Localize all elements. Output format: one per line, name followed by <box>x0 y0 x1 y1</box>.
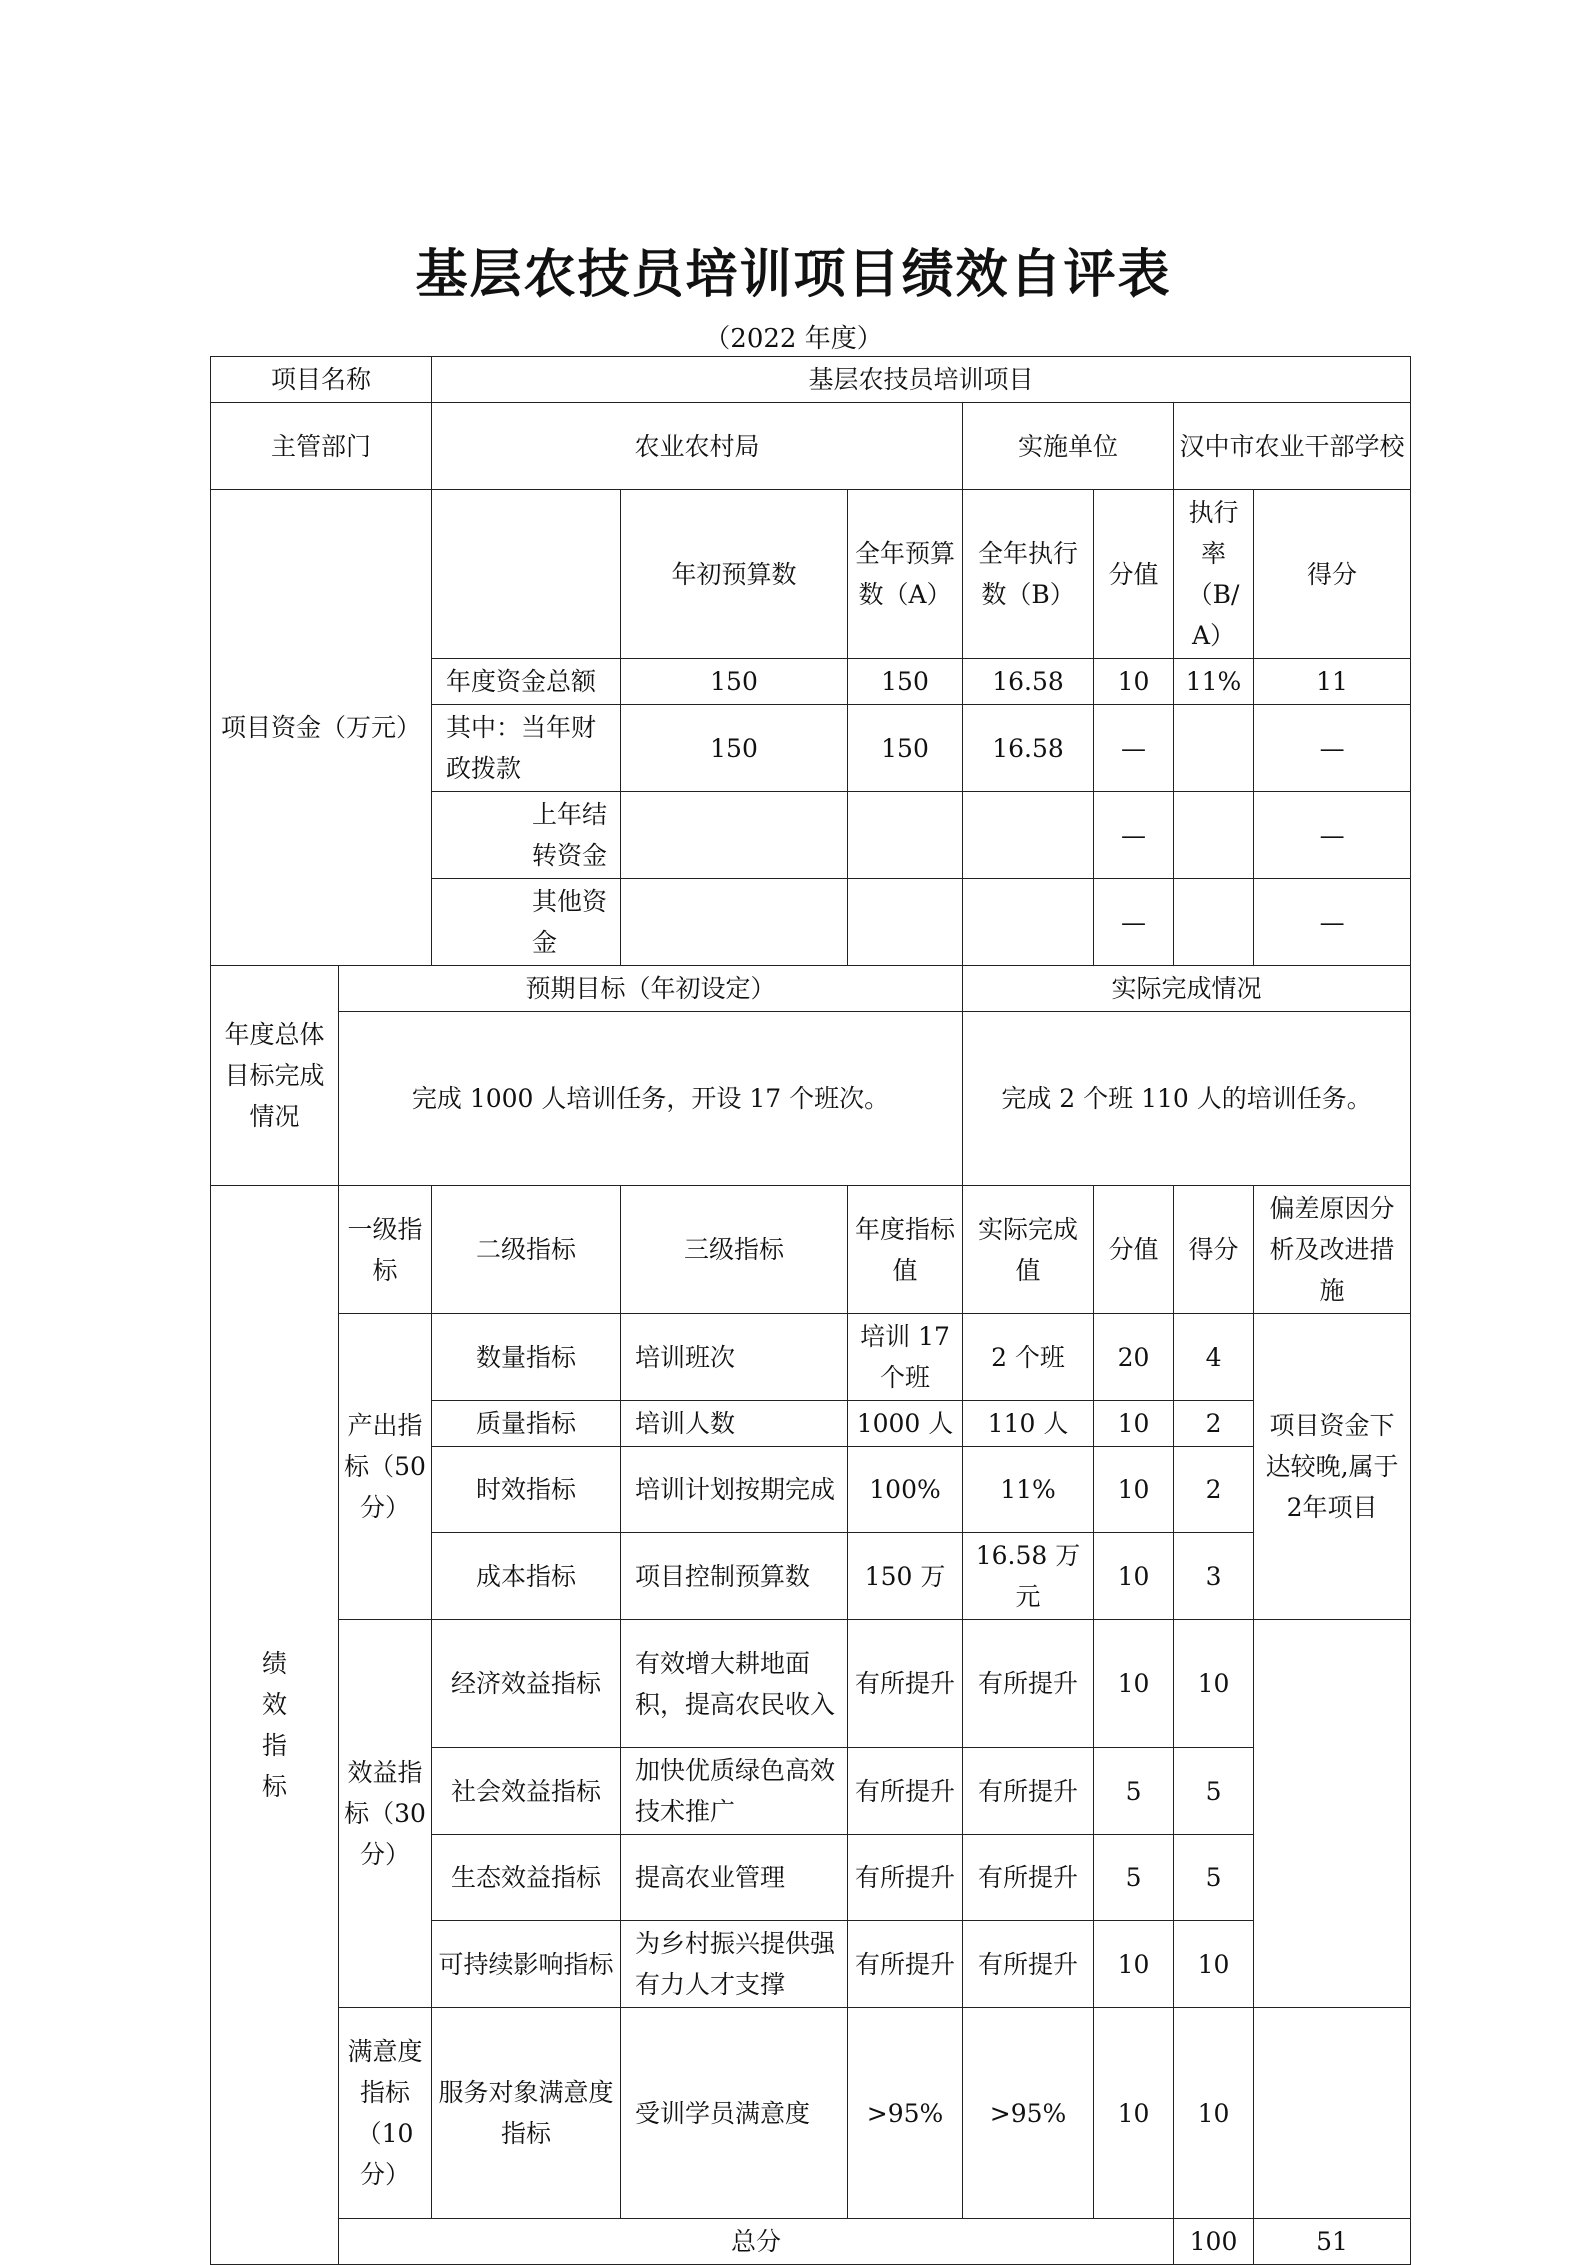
funds-cell <box>963 792 1094 879</box>
project-name-value: 基层农技员培训项目 <box>432 357 1411 403</box>
funds-cell: 16.58 <box>963 705 1094 792</box>
perf-l3: 培训计划按期完成 <box>621 1447 848 1533</box>
project-name-label: 项目名称 <box>211 357 432 403</box>
year-label: （2022 年度） <box>704 324 883 354</box>
funds-cell <box>1174 705 1254 792</box>
funds-cell: 150 <box>621 705 848 792</box>
perf-actual: 2 个班 <box>963 1314 1094 1401</box>
total-got: 51 <box>1254 2219 1411 2265</box>
output-label: 产出指标（50分） <box>339 1314 432 1620</box>
perf-l3: 受训学员满意度 <box>621 2008 848 2219</box>
funds-cell <box>621 879 848 966</box>
perf-l2: 社会效益指标 <box>432 1748 621 1835</box>
perf-l3: 项目控制预算数 <box>621 1533 848 1620</box>
perf-score: 5 <box>1094 1835 1174 1921</box>
funds-cell: — <box>1094 879 1174 966</box>
perf-target: 1000 人 <box>848 1401 963 1447</box>
dept-value: 农业农村局 <box>432 403 963 490</box>
perf-got: 4 <box>1174 1314 1254 1401</box>
funds-cell <box>963 879 1094 966</box>
perf-l3: 加快优质绿色高效技术推广 <box>621 1748 848 1835</box>
perf-score: 10 <box>1094 1921 1174 2008</box>
perf-actual: 110 人 <box>963 1401 1094 1447</box>
perf-header: 得分 <box>1174 1186 1254 1314</box>
perf-actual: 有所提升 <box>963 1835 1094 1921</box>
funds-cell <box>621 792 848 879</box>
perf-header: 三级指标 <box>621 1186 848 1314</box>
funds-cell: 150 <box>848 705 963 792</box>
perf-got: 2 <box>1174 1447 1254 1533</box>
funds-cell <box>848 879 963 966</box>
funds-header: 分值 <box>1094 490 1174 659</box>
perf-score: 20 <box>1094 1314 1174 1401</box>
goals-expected-label: 预期目标（年初设定） <box>339 966 963 1012</box>
funds-label: 项目资金（万元） <box>211 490 432 966</box>
perf-actual: 11% <box>963 1447 1094 1533</box>
deviation-blank <box>1254 2008 1411 2219</box>
perf-score: 10 <box>1094 1533 1174 1620</box>
funds-cell: 16.58 <box>963 659 1094 705</box>
evaluation-table <box>210 356 1411 2265</box>
perf-actual: 有所提升 <box>963 1748 1094 1835</box>
dept-label: 主管部门 <box>211 403 432 490</box>
funds-cell: — <box>1254 705 1411 792</box>
perf-l3: 有效增大耕地面积，提高农民收入 <box>621 1620 848 1748</box>
perf-actual: 有所提升 <box>963 1921 1094 2008</box>
perf-got: 10 <box>1174 1620 1254 1748</box>
funds-row-label: 其中：当年财政拨款 <box>432 705 621 792</box>
funds-header-blank <box>432 490 621 659</box>
perf-l3: 培训班次 <box>621 1314 848 1401</box>
perf-l3: 培训人数 <box>621 1401 848 1447</box>
perf-l3: 为乡村振兴提供强有力人才支撑 <box>621 1921 848 2008</box>
benefit-label: 效益指标（30分） <box>339 1620 432 2008</box>
perf-target: 培训 17 个班 <box>848 1314 963 1401</box>
funds-cell: 150 <box>848 659 963 705</box>
funds-cell: — <box>1254 879 1411 966</box>
funds-cell: 10 <box>1094 659 1174 705</box>
perf-target: 有所提升 <box>848 1921 963 2008</box>
perf-l2: 时效指标 <box>432 1447 621 1533</box>
impl-value: 汉中市农业干部学校 <box>1174 403 1411 490</box>
funds-row-label: 上年结转资金 <box>432 792 621 879</box>
perf-actual: >95% <box>963 2008 1094 2219</box>
funds-cell: 150 <box>621 659 848 705</box>
funds-row-label: 年度资金总额 <box>432 659 621 705</box>
perf-actual: 16.58 万元 <box>963 1533 1094 1620</box>
funds-header: 全年执行数（B） <box>963 490 1094 659</box>
perf-header: 一级指标 <box>339 1186 432 1314</box>
deviation-blank <box>1254 1620 1411 2008</box>
funds-row-label: 其他资金 <box>432 879 621 966</box>
perf-l2: 可持续影响指标 <box>432 1921 621 2008</box>
goals-label: 年度总体目标完成情况 <box>211 966 339 1186</box>
perf-l2: 成本指标 <box>432 1533 621 1620</box>
perf-target: >95% <box>848 2008 963 2219</box>
goals-expected: 完成 1000 人培训任务，开设 17 个班次。 <box>339 1012 963 1186</box>
funds-header: 全年预算数（A） <box>848 490 963 659</box>
perf-got: 5 <box>1174 1748 1254 1835</box>
perf-header: 偏差原因分析及改进措施 <box>1254 1186 1411 1314</box>
perf-got: 2 <box>1174 1401 1254 1447</box>
perf-l2: 数量指标 <box>432 1314 621 1401</box>
perf-header: 实际完成值 <box>963 1186 1094 1314</box>
perf-l2: 经济效益指标 <box>432 1620 621 1748</box>
funds-header: 得分 <box>1254 490 1411 659</box>
perf-got: 5 <box>1174 1835 1254 1921</box>
funds-cell: 11% <box>1174 659 1254 705</box>
perf-label: 绩效指标 <box>211 1186 339 2265</box>
deviation-reason: 项目资金下达较晚,属于2年项目 <box>1254 1314 1411 1620</box>
perf-l2: 质量指标 <box>432 1401 621 1447</box>
funds-cell: — <box>1254 792 1411 879</box>
perf-header: 二级指标 <box>432 1186 621 1314</box>
funds-cell: — <box>1094 705 1174 792</box>
goals-actual: 完成 2 个班 110 人的培训任务。 <box>963 1012 1411 1186</box>
funds-cell <box>1174 792 1254 879</box>
perf-l3: 提高农业管理 <box>621 1835 848 1921</box>
funds-header: 年初预算数 <box>621 490 848 659</box>
funds-cell <box>848 792 963 879</box>
perf-target: 有所提升 <box>848 1835 963 1921</box>
goals-actual-label: 实际完成情况 <box>963 966 1411 1012</box>
perf-header: 分值 <box>1094 1186 1174 1314</box>
total-label: 总分 <box>339 2219 1174 2265</box>
funds-cell: 11 <box>1254 659 1411 705</box>
perf-actual: 有所提升 <box>963 1620 1094 1748</box>
perf-score: 5 <box>1094 1748 1174 1835</box>
perf-l2: 生态效益指标 <box>432 1835 621 1921</box>
perf-target: 150 万 <box>848 1533 963 1620</box>
perf-score: 10 <box>1094 1620 1174 1748</box>
funds-cell: — <box>1094 792 1174 879</box>
perf-score: 10 <box>1094 2008 1174 2219</box>
perf-got: 10 <box>1174 1921 1254 2008</box>
perf-got: 3 <box>1174 1533 1254 1620</box>
perf-target: 有所提升 <box>848 1620 963 1748</box>
perf-target: 有所提升 <box>848 1748 963 1835</box>
total-score: 100 <box>1174 2219 1254 2265</box>
funds-cell <box>1174 879 1254 966</box>
page-title: 基层农技员培训项目绩效自评表 <box>415 244 1172 305</box>
perf-target: 100% <box>848 1447 963 1533</box>
satisfaction-label: 满意度指标（10分） <box>339 2008 432 2219</box>
impl-label: 实施单位 <box>963 403 1174 490</box>
perf-score: 10 <box>1094 1401 1174 1447</box>
perf-header: 年度指标值 <box>848 1186 963 1314</box>
perf-score: 10 <box>1094 1447 1174 1533</box>
funds-header: 执行率（B/A） <box>1174 490 1254 659</box>
perf-l2: 服务对象满意度指标 <box>432 2008 621 2219</box>
perf-got: 10 <box>1174 2008 1254 2219</box>
